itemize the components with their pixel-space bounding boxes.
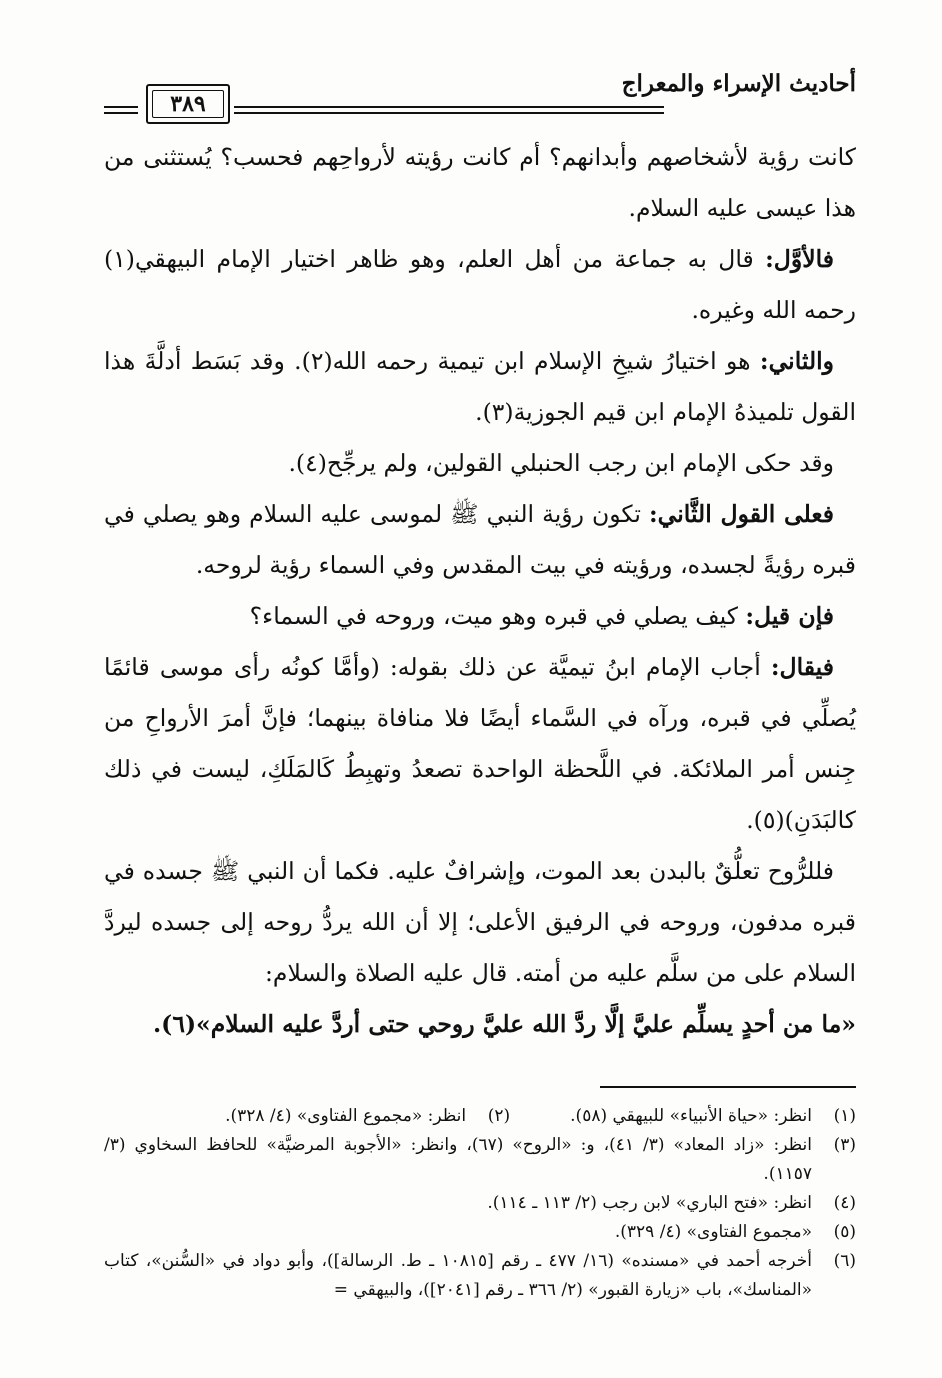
footnote-number: (١) bbox=[833, 1106, 856, 1126]
paragraph bbox=[104, 489, 856, 591]
footnote-text: أخرجه أحمد في «مسنده» (١٦/ ٤٧٧ ـ رقم [١٠٨١٥ ـ ط. الرسالة])، وأبو دواد في «السُّنن»، كتاب «المناسك»، باب «زيارة القبور» (٢/ ٣٦٦ ـ رقم [٢٠٤١])، والبيهقي = bbox=[104, 1251, 812, 1300]
paragraph-text: كانت رؤية لأشخاصهم وأبدانهم؟ أم كانت رؤيته لأرواحِهم فحسب؟ يُستثنى من هذا عيسى عليه السلام. bbox=[104, 143, 856, 222]
footnote-number: (٢) bbox=[487, 1106, 511, 1126]
page-header bbox=[104, 60, 856, 132]
paragraph-text: تكون رؤية النبي ﷺ لموسى عليه السلام وهو يصلي في قبره رؤيةً لجسده، ورؤيته في بيت المقدس وفي السماء رؤية لروحه. bbox=[104, 500, 856, 579]
paragraph-text: قال به جماعة من أهل العلم، وهو ظاهر اختيار الإمام البيهقي(١) رحمه الله وغيره. bbox=[104, 245, 856, 324]
header-rule-right bbox=[234, 106, 664, 114]
footnote-item bbox=[570, 1102, 856, 1131]
paragraph-lead: فالأوَّل: bbox=[765, 245, 834, 273]
footnote-item bbox=[104, 1218, 856, 1247]
footnote-text: انظر: «زاد المعاد» (٣/ ٤١)، و: «الروح» (٦٧)، وانظر: «الأجوبة المرضيَّة» للحافظ السخاوي (٣/ ١١٥٧). bbox=[104, 1135, 812, 1184]
footnote-item bbox=[225, 1102, 510, 1131]
footnote-item bbox=[104, 1247, 856, 1305]
paragraph-text: هو اختيارُ شيخِ الإسلام ابن تيمية رحمه الله(٢). وقد بَسَط أدلَّةَ هذا القول تلميذهُ الإمام ابن قيم الجوزية(٣). bbox=[104, 347, 856, 426]
running-title: أحاديث الإسراء والمعراج bbox=[621, 70, 856, 97]
paragraph bbox=[104, 132, 856, 234]
footnote-text: انظر: «فتح الباري» لابن رجب (٢/ ١١٣ ـ ١١٤). bbox=[487, 1193, 812, 1213]
footnote-number: (٥) bbox=[833, 1222, 856, 1242]
paragraph-lead: فعلى القول الثَّاني: bbox=[649, 500, 834, 528]
paragraph bbox=[104, 336, 856, 438]
paragraph bbox=[104, 234, 856, 336]
paragraph-text: «ما من أحدٍ يسلِّم عليَّ إلَّا ردَّ الله عليَّ روحي حتى أردَّ عليه السلام»(٦). bbox=[153, 1010, 856, 1038]
paragraph-text: كيف يصلي في قبره وهو ميت، وروحه في السماء؟ bbox=[249, 602, 746, 630]
footnote-text: انظر: «حياة الأنبياء» للبيهقي (٥٨). bbox=[570, 1106, 812, 1126]
footnote-text: «مجموع الفتاوى» (٤/ ٣٢٩). bbox=[614, 1222, 812, 1242]
paragraph bbox=[104, 591, 856, 642]
footnotes bbox=[104, 1102, 856, 1305]
footnote-separator bbox=[600, 1086, 856, 1088]
paragraph bbox=[104, 846, 856, 999]
paragraph bbox=[104, 438, 856, 489]
header-rule-left bbox=[104, 106, 138, 114]
paragraph-text: وقد حكى الإمام ابن رجب الحنبلي القولين، ولم يرجِّح(٤). bbox=[288, 449, 834, 477]
footnote-number: (٦) bbox=[833, 1251, 856, 1271]
page-number-frame bbox=[146, 84, 230, 124]
paragraph-text: أجاب الإمام ابنُ تيميَّة عن ذلك بقوله: (وأمَّا كونُه رأى موسى قائمًا يُصلِّي في قبره، ورآه في السَّماء أيضًا فلا منافاة بينهما؛ فإنَّ أمرَ الأرواحِ من جِنس أمر الملائكة. في اللَّحظة الواحدة تصعدُ وتهبِطُ كَالمَلَكِ، ليست في ذلك كالبَدَنِ)(٥). bbox=[104, 653, 856, 834]
footnote-item bbox=[104, 1131, 856, 1189]
page-number: ٣٨٩ bbox=[152, 90, 224, 118]
paragraph-lead: فيقال: bbox=[770, 653, 834, 681]
book-page bbox=[104, 60, 856, 1340]
header-rule bbox=[104, 91, 664, 128]
paragraph-text: فللرُّوح تعلُّقٌ بالبدن بعد الموت، وإشرافٌ عليه. فكما أن النبي ﷺ جسده في قبره مدفون، وروحه في الرفيق الأعلى؛ إلا أن الله يردُّ روحه إلى جسده ليردَّ السلام على من سلَّم عليه من أمته. قال عليه الصلاة والسلام: bbox=[104, 857, 856, 987]
main-text bbox=[104, 132, 856, 1050]
footnote-number: (٣) bbox=[833, 1135, 856, 1155]
footnote-item bbox=[104, 1189, 856, 1218]
footnote-text: انظر: «مجموع الفتاوى» (٤/ ٣٢٨). bbox=[225, 1106, 467, 1126]
footnote-number: (٤) bbox=[833, 1193, 856, 1213]
paragraph bbox=[104, 642, 856, 846]
paragraph-lead: والثاني: bbox=[759, 347, 834, 375]
hadith-quote bbox=[104, 999, 856, 1050]
footnote-row bbox=[104, 1102, 856, 1131]
paragraph-lead: فإن قيل: bbox=[745, 602, 834, 630]
